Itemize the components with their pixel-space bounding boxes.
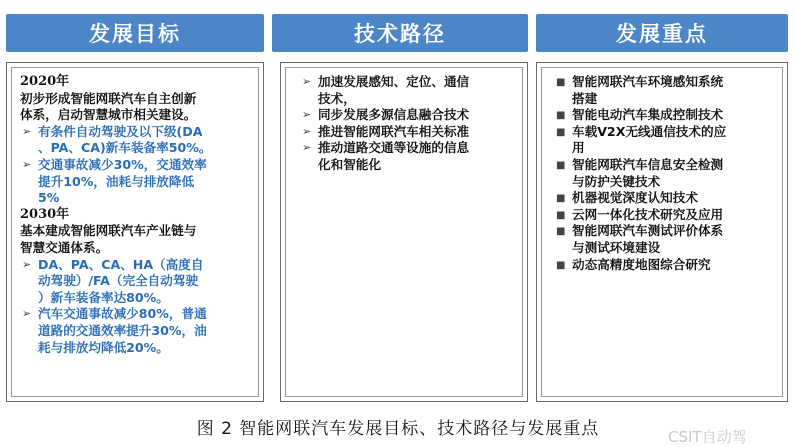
tech-path-item	[300, 124, 516, 141]
watermark: CSIT自动驾	[668, 428, 747, 446]
goal-2020-bullet	[20, 124, 252, 157]
focus-item	[554, 207, 776, 224]
bullet-line: 交通事故减少30%，交通效率	[38, 156, 207, 172]
header-development-focus: 发展重点	[536, 14, 788, 52]
focus-item	[554, 223, 776, 256]
item-line: 技术，	[318, 90, 356, 106]
focus-item	[554, 190, 776, 207]
goal-2030-line: 智慧交通体系。	[20, 239, 109, 255]
arrow-bullet-icon: ➢	[22, 307, 32, 321]
arrow-bullet-icon: ➢	[302, 75, 312, 88]
item-line: 智能网联汽车环境感知系统	[572, 74, 724, 89]
goal-2020-line: 初步形成智能网联汽车自主创新	[20, 90, 197, 106]
goal-2030-line: 基本建成智能网联汽车产业链与	[20, 223, 197, 239]
square-bullet-icon: ■	[556, 259, 566, 271]
tech-path-panel	[280, 62, 528, 402]
square-bullet-icon: ■	[556, 126, 566, 138]
bullet-line: 动驾驶）/FA（完全自动驾驶	[38, 273, 199, 289]
focus-item	[554, 74, 776, 107]
focus-panel-inner	[541, 67, 783, 397]
bullet-line: 汽车交通事故减少80%，普通	[38, 306, 207, 322]
tech-path-item	[300, 140, 516, 173]
square-bullet-icon: ■	[556, 226, 566, 238]
header-technology-path: 技术路径	[272, 14, 528, 52]
goal-2030-bullet	[20, 306, 252, 356]
tech-path-item	[300, 74, 516, 107]
item-line: 智能网联汽车信息安全检测	[572, 156, 724, 172]
goals-panel-inner	[11, 67, 259, 397]
item-line: 同步发展多源信息融合技术	[318, 107, 470, 123]
tech-path-item	[300, 107, 516, 124]
item-line: 智能电动汽车集成控制技术	[572, 107, 724, 123]
year-2020: 2020年	[20, 74, 70, 89]
item-line: 车载V2X无线通信技术的应	[572, 123, 727, 139]
focus-item	[554, 257, 776, 274]
goal-2020-line: 体系，启动智慧城市相关建设。	[20, 107, 197, 123]
bullet-line: 有条件自动驾驶及以下级(DA	[38, 123, 203, 139]
header-development-goals: 发展目标	[6, 14, 264, 52]
square-bullet-icon: ■	[556, 77, 566, 88]
arrow-bullet-icon: ➢	[302, 108, 312, 122]
item-line: 与防护关键技术	[572, 173, 661, 189]
item-line: 化和智能化	[318, 156, 381, 172]
item-line: 动态高精度地图综合研究	[572, 256, 711, 272]
bullet-line: 道路的交通效率提升30%，油	[38, 322, 207, 338]
goal-2030-bullet	[20, 257, 252, 307]
focus-item	[554, 107, 776, 124]
focus-item	[554, 157, 776, 190]
item-line: 推进智能网联汽车相关标准	[318, 123, 470, 139]
goal-2020-bullet	[20, 157, 252, 207]
item-line: 与测试环境建设	[572, 239, 661, 255]
arrow-bullet-icon: ➢	[302, 124, 312, 138]
square-bullet-icon: ■	[556, 209, 566, 221]
arrow-bullet-icon: ➢	[22, 257, 32, 271]
item-line: 推动道路交通等设施的信息	[318, 140, 470, 156]
arrow-bullet-icon: ➢	[22, 157, 32, 171]
focus-panel	[536, 62, 788, 402]
bullet-line: 5%	[38, 190, 60, 206]
bullet-line: DA、PA、CA、HA（高度自	[38, 256, 204, 272]
tech-path-panel-inner	[285, 67, 523, 397]
item-line: 加速发展感知、定位、通信	[318, 74, 470, 89]
year-2030: 2030年	[20, 206, 70, 222]
goals-panel	[6, 62, 264, 402]
bullet-line: ）新车装备率达80%。	[38, 289, 169, 305]
square-bullet-icon: ■	[556, 193, 566, 205]
item-line: 搭建	[572, 90, 598, 106]
arrow-bullet-icon: ➢	[302, 141, 312, 155]
square-bullet-icon: ■	[556, 110, 566, 122]
focus-item	[554, 124, 776, 157]
item-line: 云网一体化技术研究及应用	[572, 206, 724, 222]
figure-caption: 图 2 智能网联汽车发展目标、技术路径与发展重点	[196, 419, 600, 439]
square-bullet-icon: ■	[556, 159, 566, 171]
bullet-line: 提升10%，油耗与排放降低	[38, 173, 195, 189]
bullet-line: 耗与排放均降低20%。	[38, 339, 169, 355]
item-line: 智能网联汽车测试评价体系	[572, 223, 724, 239]
bullet-line: 、PA、CA)新车装备率50%。	[38, 140, 212, 156]
arrow-bullet-icon: ➢	[22, 124, 32, 138]
item-line: 用	[572, 140, 585, 156]
item-line: 机器视觉深度认知技术	[572, 190, 698, 206]
